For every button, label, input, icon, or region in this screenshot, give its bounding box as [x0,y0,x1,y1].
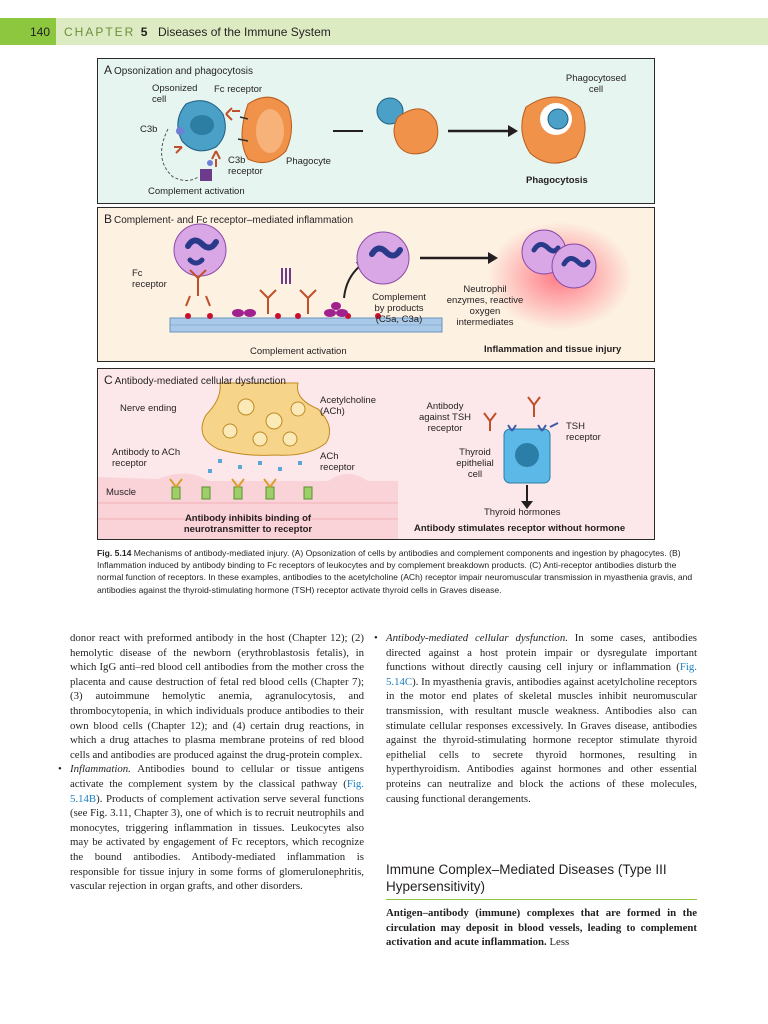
panel-c-outcome-left: Antibody inhibits binding of neurotransmitter to receptor [183,513,313,535]
bullet-dot: • [374,632,378,644]
body-column-left [58,631,364,894]
page-number: 140 [30,25,51,39]
label-opsonized-cell: Opsonized cell [152,83,198,105]
figure-panel-c [97,368,655,540]
panel-c-title: C Antibody-mediated cellular dysfunction [104,373,286,387]
chapter-label: CHAPTER 5 [64,25,148,39]
label-thyroid-cell: Thyroid epithelial cell [456,447,494,480]
label-antibody-to-ach-receptor: Antibody to ACh receptor [112,447,181,469]
panel-b-title: B Complement- and Fc receptor–mediated inflammation [104,212,354,226]
section-divider [386,899,697,900]
figure-label: Fig. 5.14 [97,548,132,558]
label-c3b-receptor: C3b receptor [228,155,263,177]
running-header [0,18,768,45]
recruited-neutrophil-icon [357,232,409,284]
section-heading: Immune Complex–Mediated Diseases (Type III Hypersensitivity) [386,862,667,894]
panel-b-outcome: Inflammation and tissue injury [484,344,622,355]
label-nerve-ending: Nerve ending [120,403,177,414]
phagocyte-icon [242,97,292,162]
figure-link[interactable]: Fig. 5.14B [70,777,364,805]
label-phagocytosed-cell: Phagocytosed cell [565,73,627,95]
label-complement-activation-a: Complement activation [148,186,245,197]
engulfing-phagocyte-icon [377,98,438,154]
figure-link[interactable]: Fig. 5.14C [386,661,697,688]
panel-a-title: A Opsonization and phagocytosis [104,63,253,77]
paragraph-continued: donor react with preformed antibody in the host (Chapter 12); (2) hemolytic disease of the newborn (erythroblastosis fetalis), in which IgG anti–red blood cell antibodies from the mother cross the placenta and cause destruction of fetal red blood cells (Chapter 7); (3) autoimmune hemolytic anemia, agranulocytosis, and thrombocytopenia, in which individuals produce antibodies to their own blood cells (Chapter 12); and (4) certain drug reactions, in which a drug attaches to plasma membrane proteins of red blood cells and antibodies are produced against the drug-protein complex. [70,632,364,761]
panel-c-outcome-right: Antibody stimulates receptor without hormone [414,523,626,534]
thyroid-cell-icon [504,429,550,483]
body-column-right [374,631,697,806]
bullet-dot: • [58,763,62,776]
figure-caption [97,547,697,596]
bullet-term: Antibody-mediated cellular dysfunction. [386,632,568,644]
label-ach-receptor: ACh receptor [320,451,355,473]
bullet-term: Inflammation. [70,763,131,776]
neutrophil-icon [174,224,226,276]
label-c3b: C3b [140,124,158,135]
label-muscle: Muscle [106,487,137,498]
phagocytosed-cell-icon [522,97,585,163]
panel-b-illustration [98,208,656,363]
figure-panel-b [97,207,655,362]
label-phagocyte: Phagocyte [286,156,331,167]
chapter-title: Diseases of the Immune System [158,25,331,39]
figure-panel-a [97,58,655,204]
label-neutrophil-enzymes: Neutrophil enzymes, reactive oxygen intermediates [446,284,524,328]
chapter-number: 5 [140,25,148,39]
label-tsh-receptor: TSH receptor [566,421,601,443]
label-complement-byproducts: Complement by products (C5a, C3a) [372,292,426,325]
label-antibody-against-tsh: Antibody against TSH receptor [418,401,472,434]
figure-caption-text: Mechanisms of antibody-mediated injury. (A) Opsonization of cells by antibodies and complement components and ingestion by phagocytes. (B) Inflammation induced by antibody binding to Fc receptors of leukocytes and by complement breakdown products. (C) Anti-receptor antibodies disturb the normal function of receptors. In these examples, antibodies to the acetylcholine (ACh) receptor impair neuromuscular transmission in myasthenia gravis, and antibodies against the thyroid-stimulating hormone (TSH) receptor activate thyroid cells in Graves disease. [97,548,693,595]
label-fc-receptor: Fc receptor [214,84,263,95]
label-complement-activation-b: Complement activation [250,346,347,357]
section-lead-paragraph: Antigen–antibody (immune) complexes that are formed in the circulation may deposit in blood vessels, leading to complement activation and acute inflammation. Less [386,907,697,949]
panel-a-outcome: Phagocytosis [526,175,588,186]
bullet-inflammation: • Inflammation. Antibodies bound to cellular or tissue antigens activate the complement system by the classical pathway (Fig. 5.14B). Products of complement activation serve several functions (see Fig. 3.11, Chapter 3), one of which is to recruit neutrophils and monocytes, triggering inflammation in tissues. Leukocytes also may be activated by engagement of Fc receptors, which recognize the bound antibodies. Antibody-mediated inflammation is responsible for tissue injury in some forms of glomerulonephritis, vascular rejection in organ grafts, and other disorders. [58,763,364,893]
label-fc-receptor-b: Fc receptor [132,268,167,290]
page-number-tab [0,18,56,45]
label-thyroid-hormones: Thyroid hormones [484,507,561,518]
label-acetylcholine: Acetylcholine (ACh) [320,395,376,417]
bullet-cellular-dysfunction: • Antibody-mediated cellular dysfunction. In some cases, antibodies directed against a host protein impair or dysregulate important functions without directly causing cell injury or inflammation (Fig. 5.14C). In myasthenia gravis, antibodies against acetylcholine receptors in the motor end plates of skeletal muscles inhibit neuromuscular transmission, with resultant muscle weakness. Antibodies also can stimulate cellular responses excessively. In Graves disease, antibodies against the thyroid-stimulating hormone receptor stimulate thyroid epithelial cells to secrete thyroid hormones, resulting in hyperthyroidism. Antibodies against hormones and other essential proteins can neutralize and block the actions of these molecules, causing functional derangements. [374,632,697,805]
opsonized-cell-icon [178,101,226,151]
nerve-ending-icon [202,383,330,455]
